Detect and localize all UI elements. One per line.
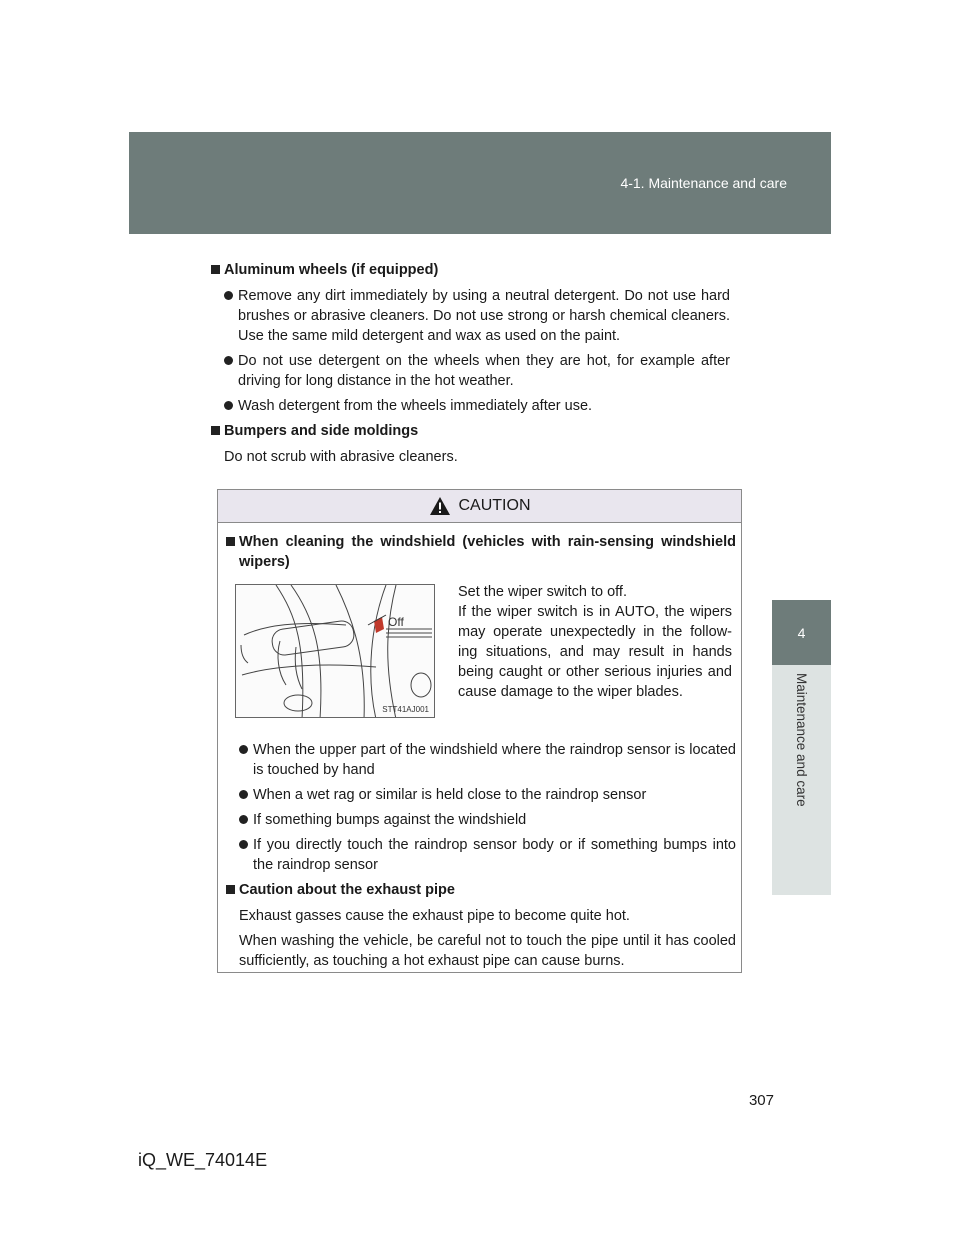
figure-code: STT41AJ001	[382, 705, 429, 714]
header-band	[129, 132, 831, 234]
caution-title: CAUTION	[458, 497, 531, 514]
exhaust-text: When washing the vehicle, be careful not to touch the pipe until it has cooled sufficiently, as touching a hot exhaust pipe can cause burns.	[239, 933, 736, 969]
bumpers-text: Do not scrub with abrasive cleaners.	[224, 449, 458, 465]
windshield-bullet: If you directly touch the raindrop sensor body or if something bumps into the raindrop sensor	[225, 835, 736, 875]
exhaust-text: Exhaust gasses cause the exhaust pipe to become quite hot.	[239, 908, 630, 924]
windshield-heading: When cleaning the windshield (vehicles with rain-sensing windshield wipers)	[225, 532, 736, 572]
main-content	[210, 260, 730, 472]
aluminum-bullet: Wash detergent from the wheels immediately after use.	[210, 396, 730, 416]
bumpers-heading: Bumpers and side moldings	[210, 421, 730, 441]
windshield-bullet: When a wet rag or similar is held close to the raindrop sensor	[225, 785, 736, 805]
exhaust-heading: Caution about the exhaust pipe	[225, 880, 736, 900]
caution-box	[217, 489, 742, 973]
chapter-tab	[772, 665, 831, 895]
document-code: iQ_WE_74014E	[138, 1150, 268, 1170]
section-title: 4-1. Maintenance and care	[620, 175, 787, 191]
windshield-bullet: When the upper part of the windshield where the raindrop sensor is located is touched by hand	[225, 740, 736, 780]
warning-triangle-icon	[429, 496, 451, 516]
figure-caption	[458, 582, 732, 702]
page-number: 307	[748, 1092, 774, 1109]
wiper-lever-drawing	[236, 585, 435, 718]
windshield-bullet: If something bumps against the windshield	[225, 810, 736, 830]
aluminum-bullet: Remove any dirt immediately by using a neutral detergent. Do not use hard brushes or abrasive cleaners. Do not use strong or harsh chemical cleaners. Use the same mild detergent and wax as used on the paint.	[210, 286, 730, 346]
figure-text-1: Set the wiper switch to off.	[458, 584, 627, 600]
chapter-tab-label: Maintenance and care	[794, 673, 809, 807]
aluminum-bullet: Do not use detergent on the wheels when they are hot, for example after driving for long distance in the hot weather.	[210, 351, 730, 391]
wiper-switch-illustration	[235, 584, 435, 718]
figure-text-2: If the wiper switch is in AUTO, the wipers may operate unexpectedly in the follow-ing situations, and may result in hands being caught or other serious injuries and cause damage to the wiper blades.	[458, 604, 732, 700]
caution-header	[218, 490, 741, 523]
aluminum-heading: Aluminum wheels (if equipped)	[210, 260, 730, 280]
figure-off-label: Off	[388, 615, 404, 629]
chapter-tab-number: 4	[772, 600, 831, 665]
